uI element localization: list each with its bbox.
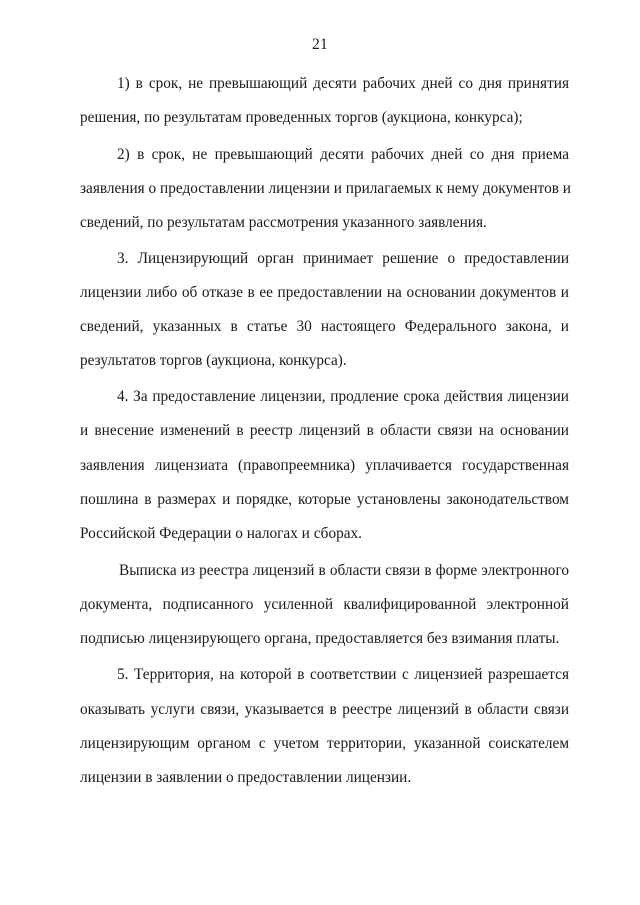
paragraph-line: заявления о предоставлении лицензии и прилагаемых к нему документов и <box>80 180 571 197</box>
paragraph-line: 1) в срок, не превышающий десяти рабочих дней со дня принятия <box>117 75 569 92</box>
paragraph-line: 2) в срок, не превышающий десяти рабочих дней со дня приема <box>117 146 569 163</box>
paragraph-line: заявления лицензиата (правопреемника) уплачивается государственная <box>80 457 569 474</box>
paragraph-line: лицензии либо об отказе в ее предоставлении на основании документов и <box>80 284 569 301</box>
paragraph-line: документа, подписанного усиленной квалифицированной электронной <box>80 596 569 613</box>
paragraph-line: сведений, по результатам рассмотрения указанного заявления. <box>80 214 487 231</box>
paragraph-line: пошлина в размерах и порядке, которые установлены законодательством <box>80 491 569 508</box>
paragraph-line: Российской Федерации о налогах и сборах. <box>80 525 363 542</box>
paragraph-line: сведений, указанных в статье 30 настоящего Федерального закона, и <box>80 318 569 335</box>
paragraph-line: 5. Территория, на которой в соответствии с лицензией разрешается <box>117 666 569 683</box>
paragraph-line: оказывать услуги связи, указывается в реестре лицензий в области связи <box>80 701 569 718</box>
paragraph-line: лицензии в заявлении о предоставлении лицензии. <box>80 769 412 786</box>
paragraph-line: подписью лицензирующего органа, предоставляется без взимания платы. <box>80 630 560 647</box>
paragraph-line: лицензирующим органом с учетом территории, указанной соискателем <box>80 735 569 752</box>
paragraph-line: и внесение изменений в реестр лицензий в области связи на основании <box>80 422 569 439</box>
paragraph-line: результатов торгов (аукциона, конкурса). <box>80 352 347 369</box>
page-number: 21 <box>311 36 329 53</box>
paragraph-line: Выписка из реестра лицензий в области связи в форме электронного <box>119 562 569 579</box>
paragraph-line: 3. Лицензирующий орган принимает решение о предоставлении <box>117 250 569 267</box>
paragraph-line: решения, по результатам проведенных торгов (аукциона, конкурса); <box>80 109 523 126</box>
paragraph-line: 4. За предоставление лицензии, продление срока действия лицензии <box>117 388 569 405</box>
